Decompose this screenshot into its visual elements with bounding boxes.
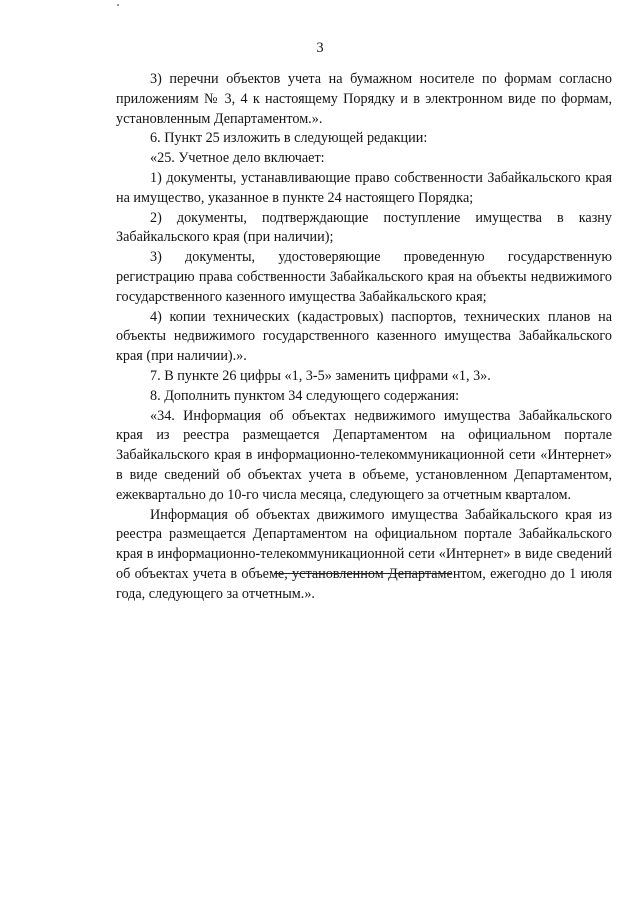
paragraph-clause-25: «25. Учетное дело включает:: [150, 150, 325, 167]
paragraph-clause-25-item-4: 4) копии технических (кадастровых) паспортов, технических планов на объекты недвижимого государственного казенного имущества Забайкальского края (при наличии).».: [116, 308, 612, 365]
paragraph-clause-25-item-2: 2) документы, подтверждающие поступление имущества в казну Забайкальского края (при наличии);: [116, 209, 612, 246]
end-rule: [274, 573, 452, 574]
paragraph-item-3-lists: 3) перечни объектов учета на бумажном носителе по формам согласно приложениям № 3, 4 к настоящему Порядку и в электронном виде по формам, установленным Департаментом.».: [116, 71, 612, 127]
paragraph-amend-6: 6. Пункт 25 изложить в следующей редакции:: [150, 130, 428, 147]
paragraph-clause-34-movable: Информация об объектах движимого имущества Забайкальского края из реестра размещается Департаментом на официальном портале Забайкальского края в информационно-телекоммуникационной сети «Интернет» в виде сведений об объектах учета в объеме, установленном Департаментом, ежегодно до 1 июля года, следующего за отчетным.».: [116, 506, 612, 602]
scan-speck: [117, 4, 119, 6]
paragraph-amend-8: 8. Дополнить пунктом 34 следующего содержания:: [150, 387, 460, 404]
document-body: [116, 70, 612, 605]
paragraph-clause-25-item-3: 3) документы, удостоверяющие проведенную государственную регистрацию права собственности Забайкальского края на объекты недвижимого государственного казенного имущества Забайкальского края;: [116, 249, 612, 305]
paragraph-clause-25-item-1: 1) документы, устанавливающие право собственности Забайкальского края на имущество, указанное в пункте 24 настоящего Порядка;: [116, 169, 612, 206]
paragraph-amend-7: 7. В пункте 26 цифры «1, 3-5» заменить цифрами «1, 3».: [150, 367, 491, 384]
paragraph-clause-34: «34. Информация об объектах недвижимого имущества Забайкальского края из реестра размещается Департаментом на официальном портале Забайкальского края в информационно-телекоммуникационной сети «Интернет» в виде сведений об объектах учета в объеме, установленном Департаментом, ежеквартально до 10-го числа месяца, следующего за отчетным кварталом.: [116, 407, 612, 503]
page-number: 3: [316, 40, 324, 56]
